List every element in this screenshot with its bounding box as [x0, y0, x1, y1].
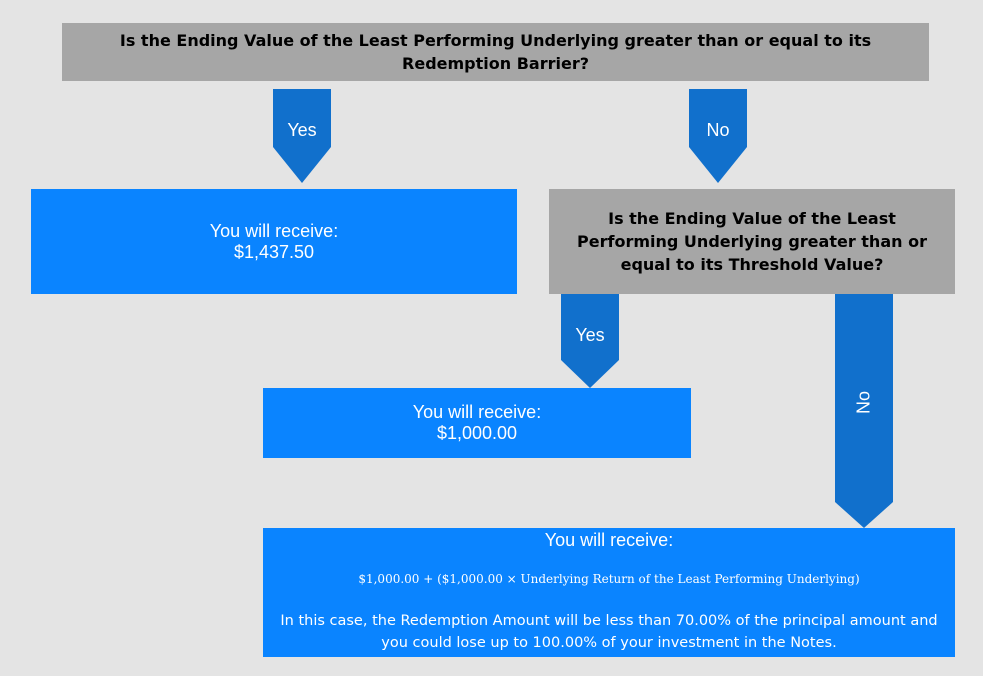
result-2-amount: $1,000.00 [436, 423, 518, 443]
arrow-q1-yes [273, 89, 331, 183]
result-box-1 [31, 189, 517, 294]
arrow-q1-no [689, 89, 747, 183]
question-redemption-barrier-text: Is the Ending Value of the Least Performing Underlying greater than or equal to its Redemption Barrier? [119, 31, 872, 73]
result-3-note: In this case, the Redemption Amount will be less than 70.00% of the principal amount and you could lose up to 100.00% of your investment in the Notes. [280, 613, 938, 651]
result-box-2 [263, 388, 691, 458]
question-redemption-barrier [62, 23, 929, 81]
question-threshold-value [549, 189, 955, 294]
result-box-3 [263, 528, 955, 657]
result-1-line1: You will receive: [209, 220, 339, 241]
arrow-q2-no [835, 294, 893, 528]
arrow-q1-no-label: No [706, 120, 730, 140]
result-1-amount: $1,437.50 [233, 241, 315, 262]
arrow-q2-yes [561, 294, 619, 388]
arrow-q2-no-label: No [853, 391, 874, 415]
result-3-formula: $1,000.00 + ($1,000.00 × Underlying Return of the Least Performing Underlying) [358, 572, 860, 586]
question-threshold-value-text: Is the Ending Value of the Least Performing Underlying greater than or equal to its Threshold Value? [577, 209, 927, 274]
result-3-line1: You will receive: [544, 530, 674, 550]
arrow-q1-yes-label: Yes [287, 120, 317, 140]
result-2-line1: You will receive: [412, 402, 542, 422]
arrow-q2-yes-label: Yes [575, 325, 605, 345]
